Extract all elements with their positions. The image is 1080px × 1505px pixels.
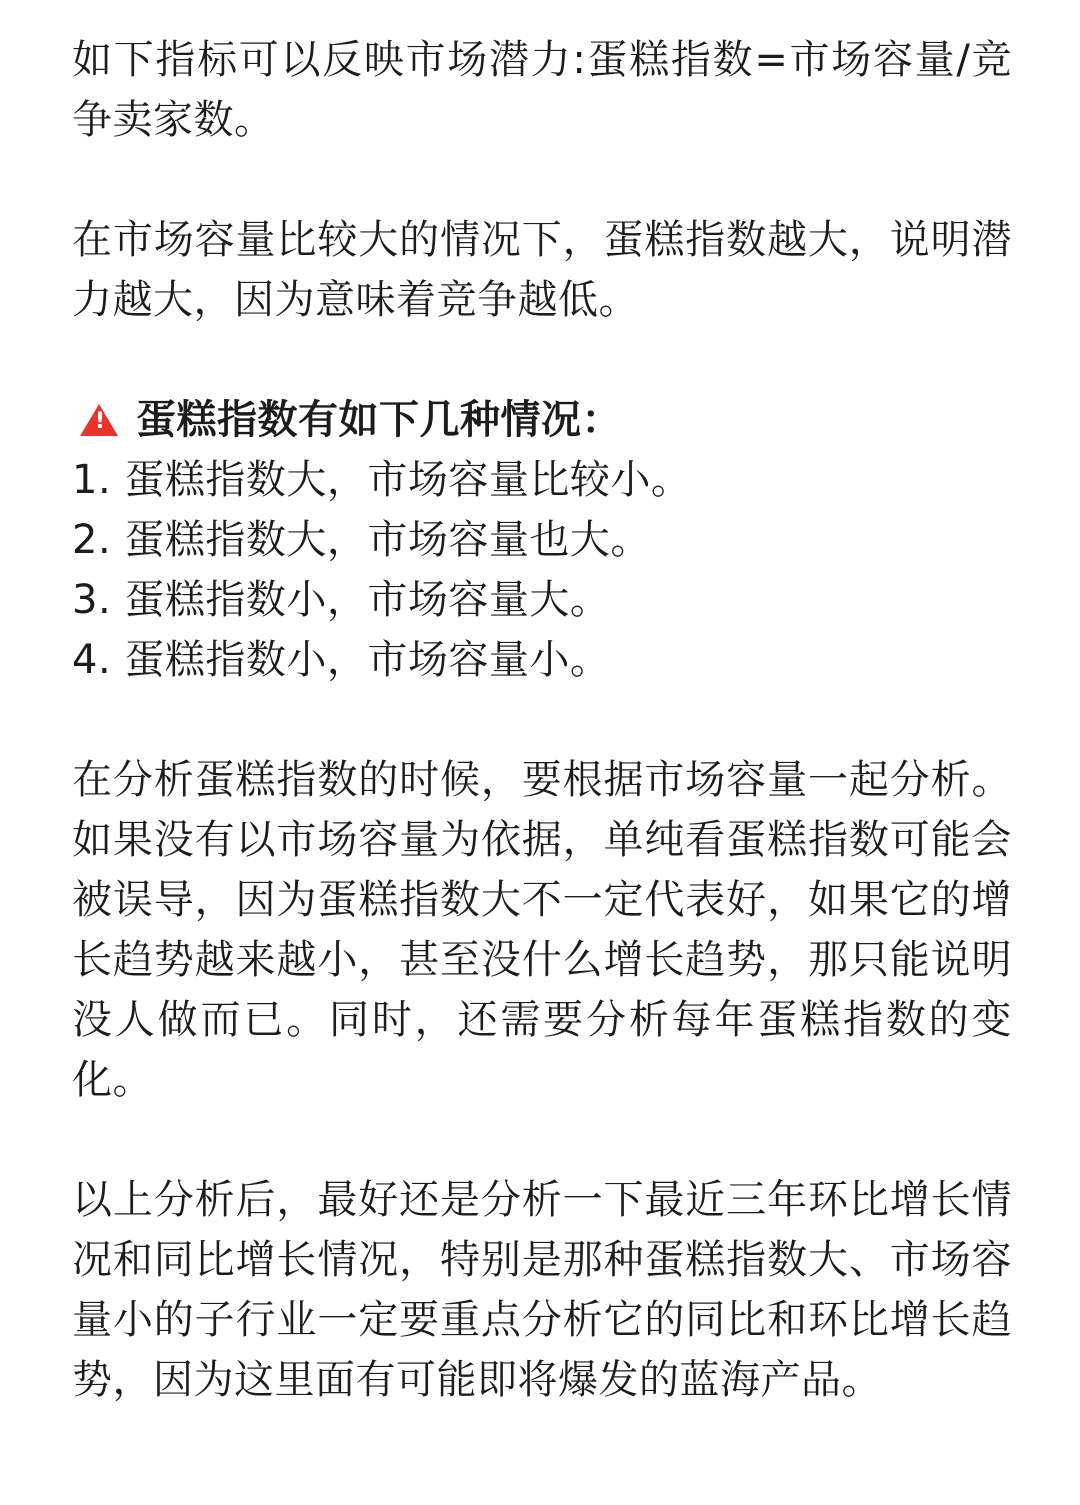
cases-list <box>72 450 1012 690</box>
section-heading-text: 蛋糕指数有如下几种情况： <box>136 397 622 443</box>
paragraph-growth: 以上分析后，最好还是分析一下最近三年环比增长情况和同比增长情况，特别是那种蛋糕指数大、市场容量小的子行业一定要重点分析它的同比和环比增长趋势，因为这里面有可能即将爆发的蓝海产品。 <box>72 1177 1012 1403</box>
red-triangle-warning-icon <box>80 404 118 436</box>
paragraph-potential: 在市场容量比较大的情况下，蛋糕指数越大，说明潜力越大，因为意味着竞争越低。 <box>72 217 1012 323</box>
section-heading <box>72 390 1012 450</box>
list-item: 2. 蛋糕指数大，市场容量也大。 <box>72 517 651 563</box>
list-item: 1. 蛋糕指数大，市场容量比较小。 <box>72 457 692 503</box>
paragraph-analysis: 在分析蛋糕指数的时候，要根据市场容量一起分析。如果没有以市场容量为依据，单纯看蛋糕指数可能会被误导，因为蛋糕指数大不一定代表好，如果它的增长趋势越来越小，甚至没什么增长趋势，那只能说明没人做而已。同时，还需要分析每年蛋糕指数的变化。 <box>72 757 1012 1103</box>
list-item: 4. 蛋糕指数小，市场容量小。 <box>72 637 611 683</box>
list-item: 3. 蛋糕指数小，市场容量大。 <box>72 577 611 623</box>
paragraph-definition: 如下指标可以反映市场潜力:蛋糕指数=市场容量/竞争卖家数。 <box>72 37 1012 143</box>
article-body <box>72 30 1012 1470</box>
